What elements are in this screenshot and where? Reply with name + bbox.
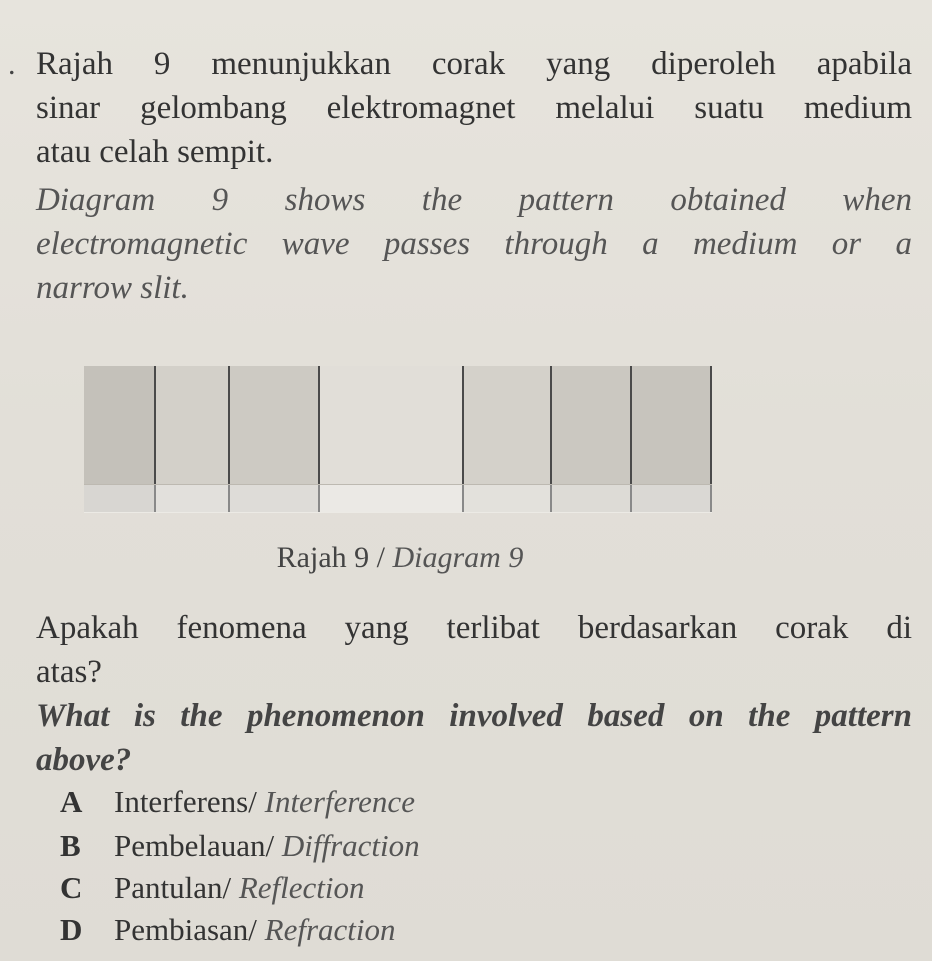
option-a[interactable]: [60, 782, 415, 822]
question-marker: .: [8, 48, 16, 81]
question-malay-line-2: sinar gelombang elektromagnet melalui suatu medium: [36, 90, 912, 126]
option-c[interactable]: [60, 868, 365, 908]
diagram-caption-english: Diagram 9: [392, 541, 524, 574]
diffraction-pattern-diagram: [84, 366, 712, 512]
option-english: Refraction: [264, 912, 396, 947]
option-malay: Pantulan/: [114, 870, 239, 905]
option-malay: Pembelauan/: [114, 828, 282, 863]
question-malay-line-1: Rajah 9 menunjukkan corak yang diperoleh apabila: [36, 46, 912, 82]
prompt-malay-line-1: Apakah fenomena yang terlibat berdasarkan corak di: [36, 610, 912, 646]
prompt-malay-line-2: atas?: [36, 654, 102, 690]
diagram-bottom-strip: [84, 484, 712, 513]
option-english: Interference: [264, 784, 415, 819]
prompt-english-line-1: What is the phenomenon involved based on the pattern: [36, 698, 912, 734]
question-english-line-1: Diagram 9 shows the pattern obtained when: [36, 182, 912, 218]
diagram-caption-malay: Rajah 9 /: [276, 541, 393, 574]
diagram-caption: [0, 540, 800, 576]
question-english-line-3: narrow slit.: [36, 270, 189, 306]
option-b[interactable]: [60, 826, 420, 866]
option-d[interactable]: [60, 910, 396, 950]
option-malay: Interferens/: [114, 784, 265, 819]
option-letter: D: [60, 912, 83, 947]
option-letter: A: [60, 784, 83, 819]
option-letter: B: [60, 828, 81, 863]
option-english: Reflection: [238, 870, 365, 905]
prompt-english-line-2: above?: [36, 742, 132, 778]
question-english-line-2: electromagnetic wave passes through a medium or a: [36, 226, 912, 262]
question-malay-line-3: atau celah sempit.: [36, 134, 274, 170]
option-letter: C: [60, 870, 83, 905]
option-malay: Pembiasan/: [114, 912, 265, 947]
option-english: Diffraction: [281, 828, 420, 863]
